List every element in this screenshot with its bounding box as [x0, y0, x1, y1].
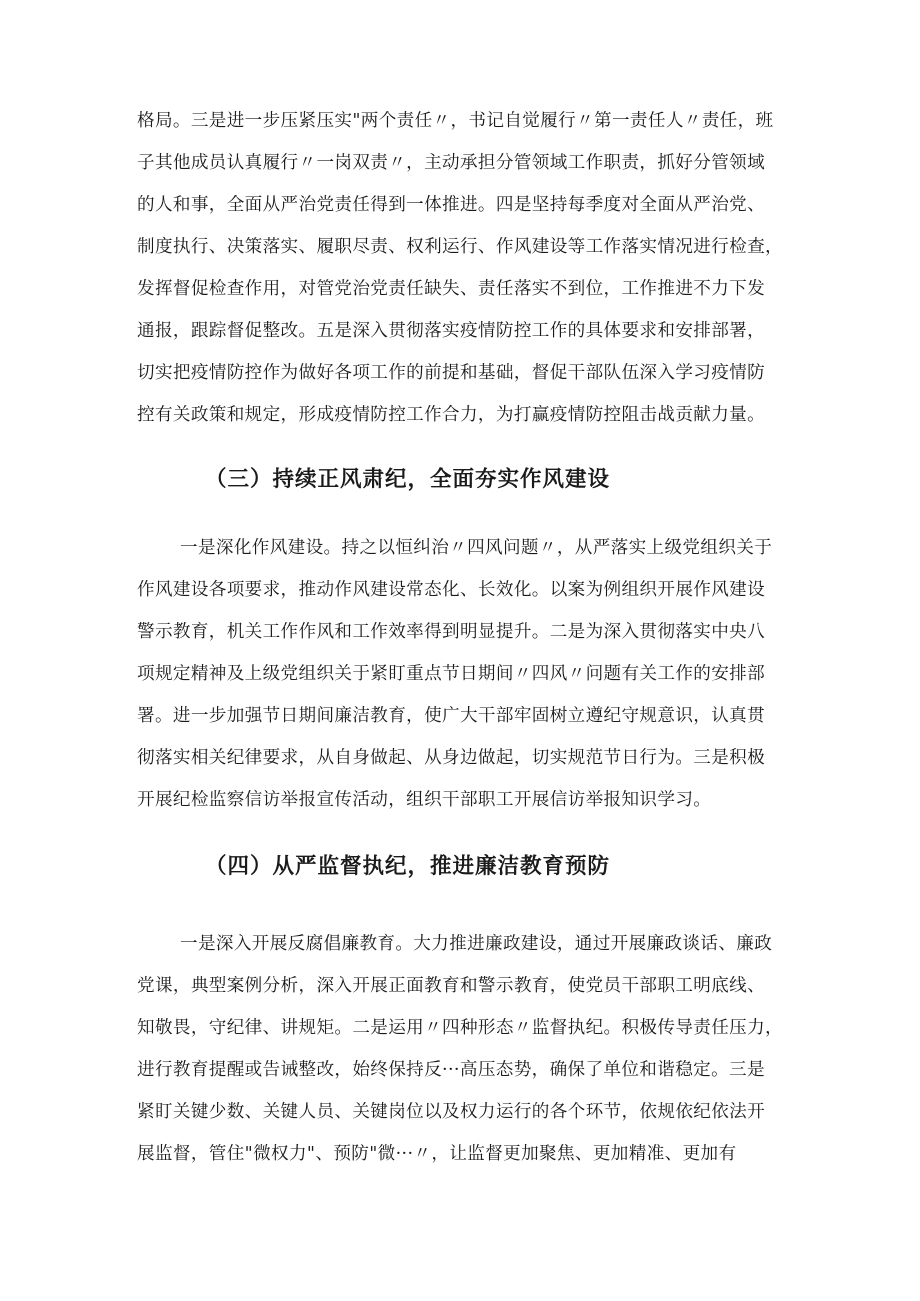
text-line: 彻落实相关纪律要求，从自身做起、从身边做起，切实规范节日行为。三是积极 — [137, 748, 766, 768]
text-line: 进行教育提醒或告诫整改，始终保持反···高压态势，确保了单位和谐稳定。三是 — [137, 1060, 765, 1080]
text-line: 一是深化作风建设。持之以恒纠治〃四风问题〃，从严落实上级党组织关于 — [180, 538, 773, 558]
text-line: 通报，跟踪督促整改。五是深入贯彻落实疫情防控工作的具体要求和安排部署， — [137, 321, 766, 341]
text-line: 控有关政策和规定，形成疫情防控工作合力，为打赢疫情防控阻击战贡献力量。 — [137, 405, 766, 425]
text-line: 一是深入开展反腐倡廉教育。大力推进廉政建设，通过开展廉政谈话、廉政 — [180, 934, 773, 954]
text-line: 子其他成员认真履行〃一岗双责〃，主动承担分管领域工作职责，抓好分管领域 — [137, 153, 766, 173]
text-line: 项规定精神及上级党组织关于紧盯重点节日期间〃四风〃问题有关工作的安排部 — [137, 664, 766, 684]
text-line: 切实把疫情防控作为做好各项工作的前提和基础，督促干部队伍深入学习疫情防 — [137, 363, 766, 383]
text-line: 紧盯关键少数、关键人员、关键岗位以及权力运行的各个环节，依规依纪依法开 — [137, 1102, 766, 1122]
text-line: 展监督，管住"微权力"、预防"微···〃，让监督更加聚焦、更加精准、更加有 — [137, 1144, 737, 1164]
text-line: 制度执行、决策落实、履职尽责、权利运行、作风建设等工作落实情况进行检查， — [137, 237, 783, 257]
text-line: 开展纪检监察信访举报宣传活动，组织干部职工开展信访举报知识学习。 — [137, 790, 712, 810]
section-heading-4: （四）从严监督执纪，推进廉洁教育预防 — [205, 854, 611, 879]
text-line: 的人和事，全面从严治党责任得到一体推进。四是坚持每季度对全面从严治党、 — [137, 195, 766, 215]
text-line: 署。进一步加强节日期间廉洁教育，使广大干部牢固树立遵纪守规意识，认真贯 — [137, 706, 766, 726]
section-heading-3: （三）持续正风肃纪，全面夯实作风建设 — [205, 467, 611, 492]
text-line: 发挥督促检查作用，对管党治党责任缺失、责任落实不到位，工作推进不力下发 — [137, 279, 766, 299]
text-line: 格局。三是进一步压紧压实"两个责任〃，书记自觉履行〃第一责任人〃责任，班 — [137, 111, 774, 131]
text-line: 知敬畏，守纪律、讲规矩。二是运用〃四种形态〃监督执纪。积极传导责任压力， — [137, 1018, 783, 1038]
text-line: 警示教育，机关工作作风和工作效率得到明显提升。二是为深入贯彻落实中央八 — [137, 622, 766, 642]
text-line: 党课，典型案例分析，深入开展正面教育和警示教育，使党员干部职工明底线、 — [137, 976, 766, 996]
text-line: 作风建设各项要求，推动作风建设常态化、长效化。以案为例组织开展作风建设 — [137, 580, 766, 600]
